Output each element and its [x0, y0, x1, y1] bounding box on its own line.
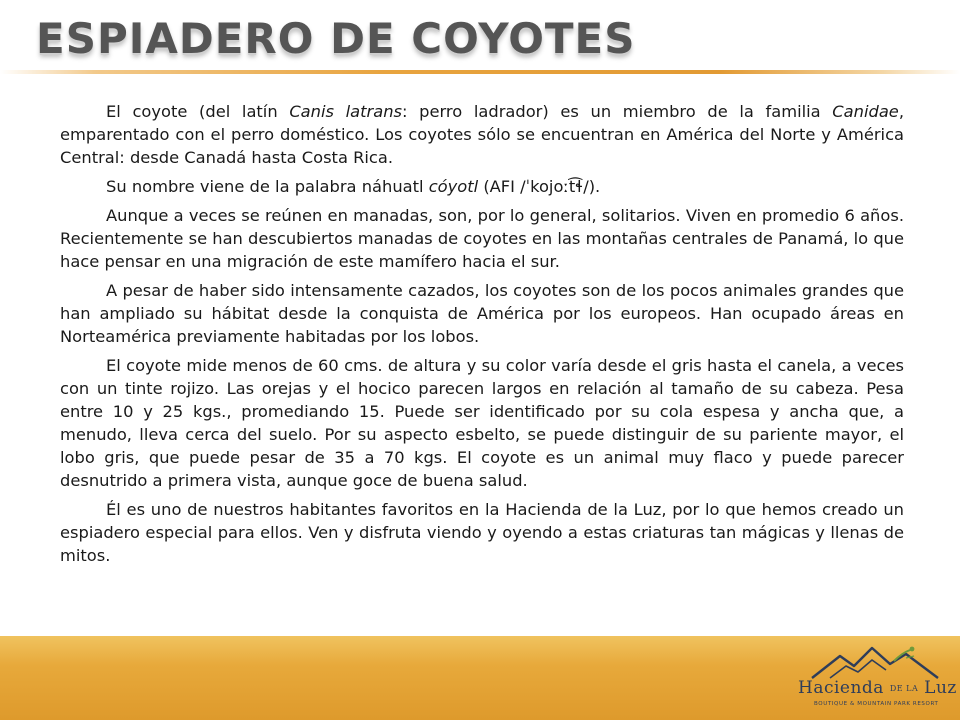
paragraph-text: A pesar de haber sido intensamente cazados, los coyotes son de los pocos animales grandes que han ampliado su hábitat desde la conquista de América por los europeos. Han ocupado áreas en Norteamérica previamente habitadas por los lobos.	[60, 281, 904, 346]
paragraph-text: (AFI /ˈkojoːt͡ɬ/).	[478, 177, 601, 196]
paragraph-text: Su nombre viene de la palabra náhuatl	[106, 177, 429, 196]
paragraph-text: Aunque a veces se reúnen en manadas, son, por lo general, solitarios. Viven en promedio 6 años. Recientemente se han descubiertos manadas de coyotes en las montañas centrales de Panamá, lo que hace pensar en una migración de este mamífero hacia el sur.	[60, 206, 904, 271]
article-body	[60, 100, 904, 573]
logo-wordmark	[798, 678, 957, 698]
logo-name-part1: Hacienda	[798, 678, 884, 698]
footer-band	[0, 636, 960, 720]
mountain-logo-icon	[810, 644, 940, 680]
paragraph-text: , emparentado con el perro doméstico. Los coyotes sólo se encuentran en América del Norte y América Central: desde Canadá hasta Costa Rica.	[60, 102, 905, 167]
paragraph-text: : perro ladrador) es un miembro de la familia	[402, 102, 833, 121]
paragraph-text: El coyote mide menos de 60 cms. de altura y su color varía desde el gris hasta el canela, a veces con un tinte rojizo. Las orejas y el hocico parecen largos en relación al tamaño de su cabeza. Pesa entre 10 y 25 kgs., promediando 15. Puede ser identificado por su cola espesa y ancha que, a menudo, lleva cerca del suelo. Por su aspecto esbelto, se puede distinguir de su pariente mayor, el lobo gris, que puede pesar de 35 a 70 kgs. El coyote es un animal muy flaco y puede parecer desnutrido a primera vista, aunque goce de buena salud.	[60, 356, 904, 490]
italic-text: Canidae	[832, 102, 899, 121]
italic-text: cóyotl	[428, 177, 479, 196]
body-paragraph	[60, 175, 904, 198]
body-paragraph	[60, 204, 904, 273]
body-paragraph	[60, 354, 904, 492]
logo-tagline: BOUTIQUE & MOUNTAIN PARK RESORT	[814, 701, 939, 707]
paragraph-text: Él es uno de nuestros habitantes favoritos en la Hacienda de la Luz, por lo que hemos creado un espiadero especial para ellos. Ven y disfruta viendo y oyendo a estas criaturas tan mágicas y llenas de mitos.	[60, 500, 904, 565]
logo-name-small: DE LA	[889, 684, 919, 693]
body-paragraph	[60, 279, 904, 348]
title-divider	[0, 70, 960, 74]
paragraph-text: El coyote (del latín	[106, 102, 290, 121]
italic-text: Canis latrans	[289, 102, 402, 121]
page-title: ESPIADERO DE COYOTES	[36, 14, 636, 63]
logo-name-part2: Luz	[924, 678, 957, 698]
hacienda-logo	[790, 644, 957, 718]
body-paragraph	[60, 100, 904, 169]
body-paragraph	[60, 498, 904, 567]
